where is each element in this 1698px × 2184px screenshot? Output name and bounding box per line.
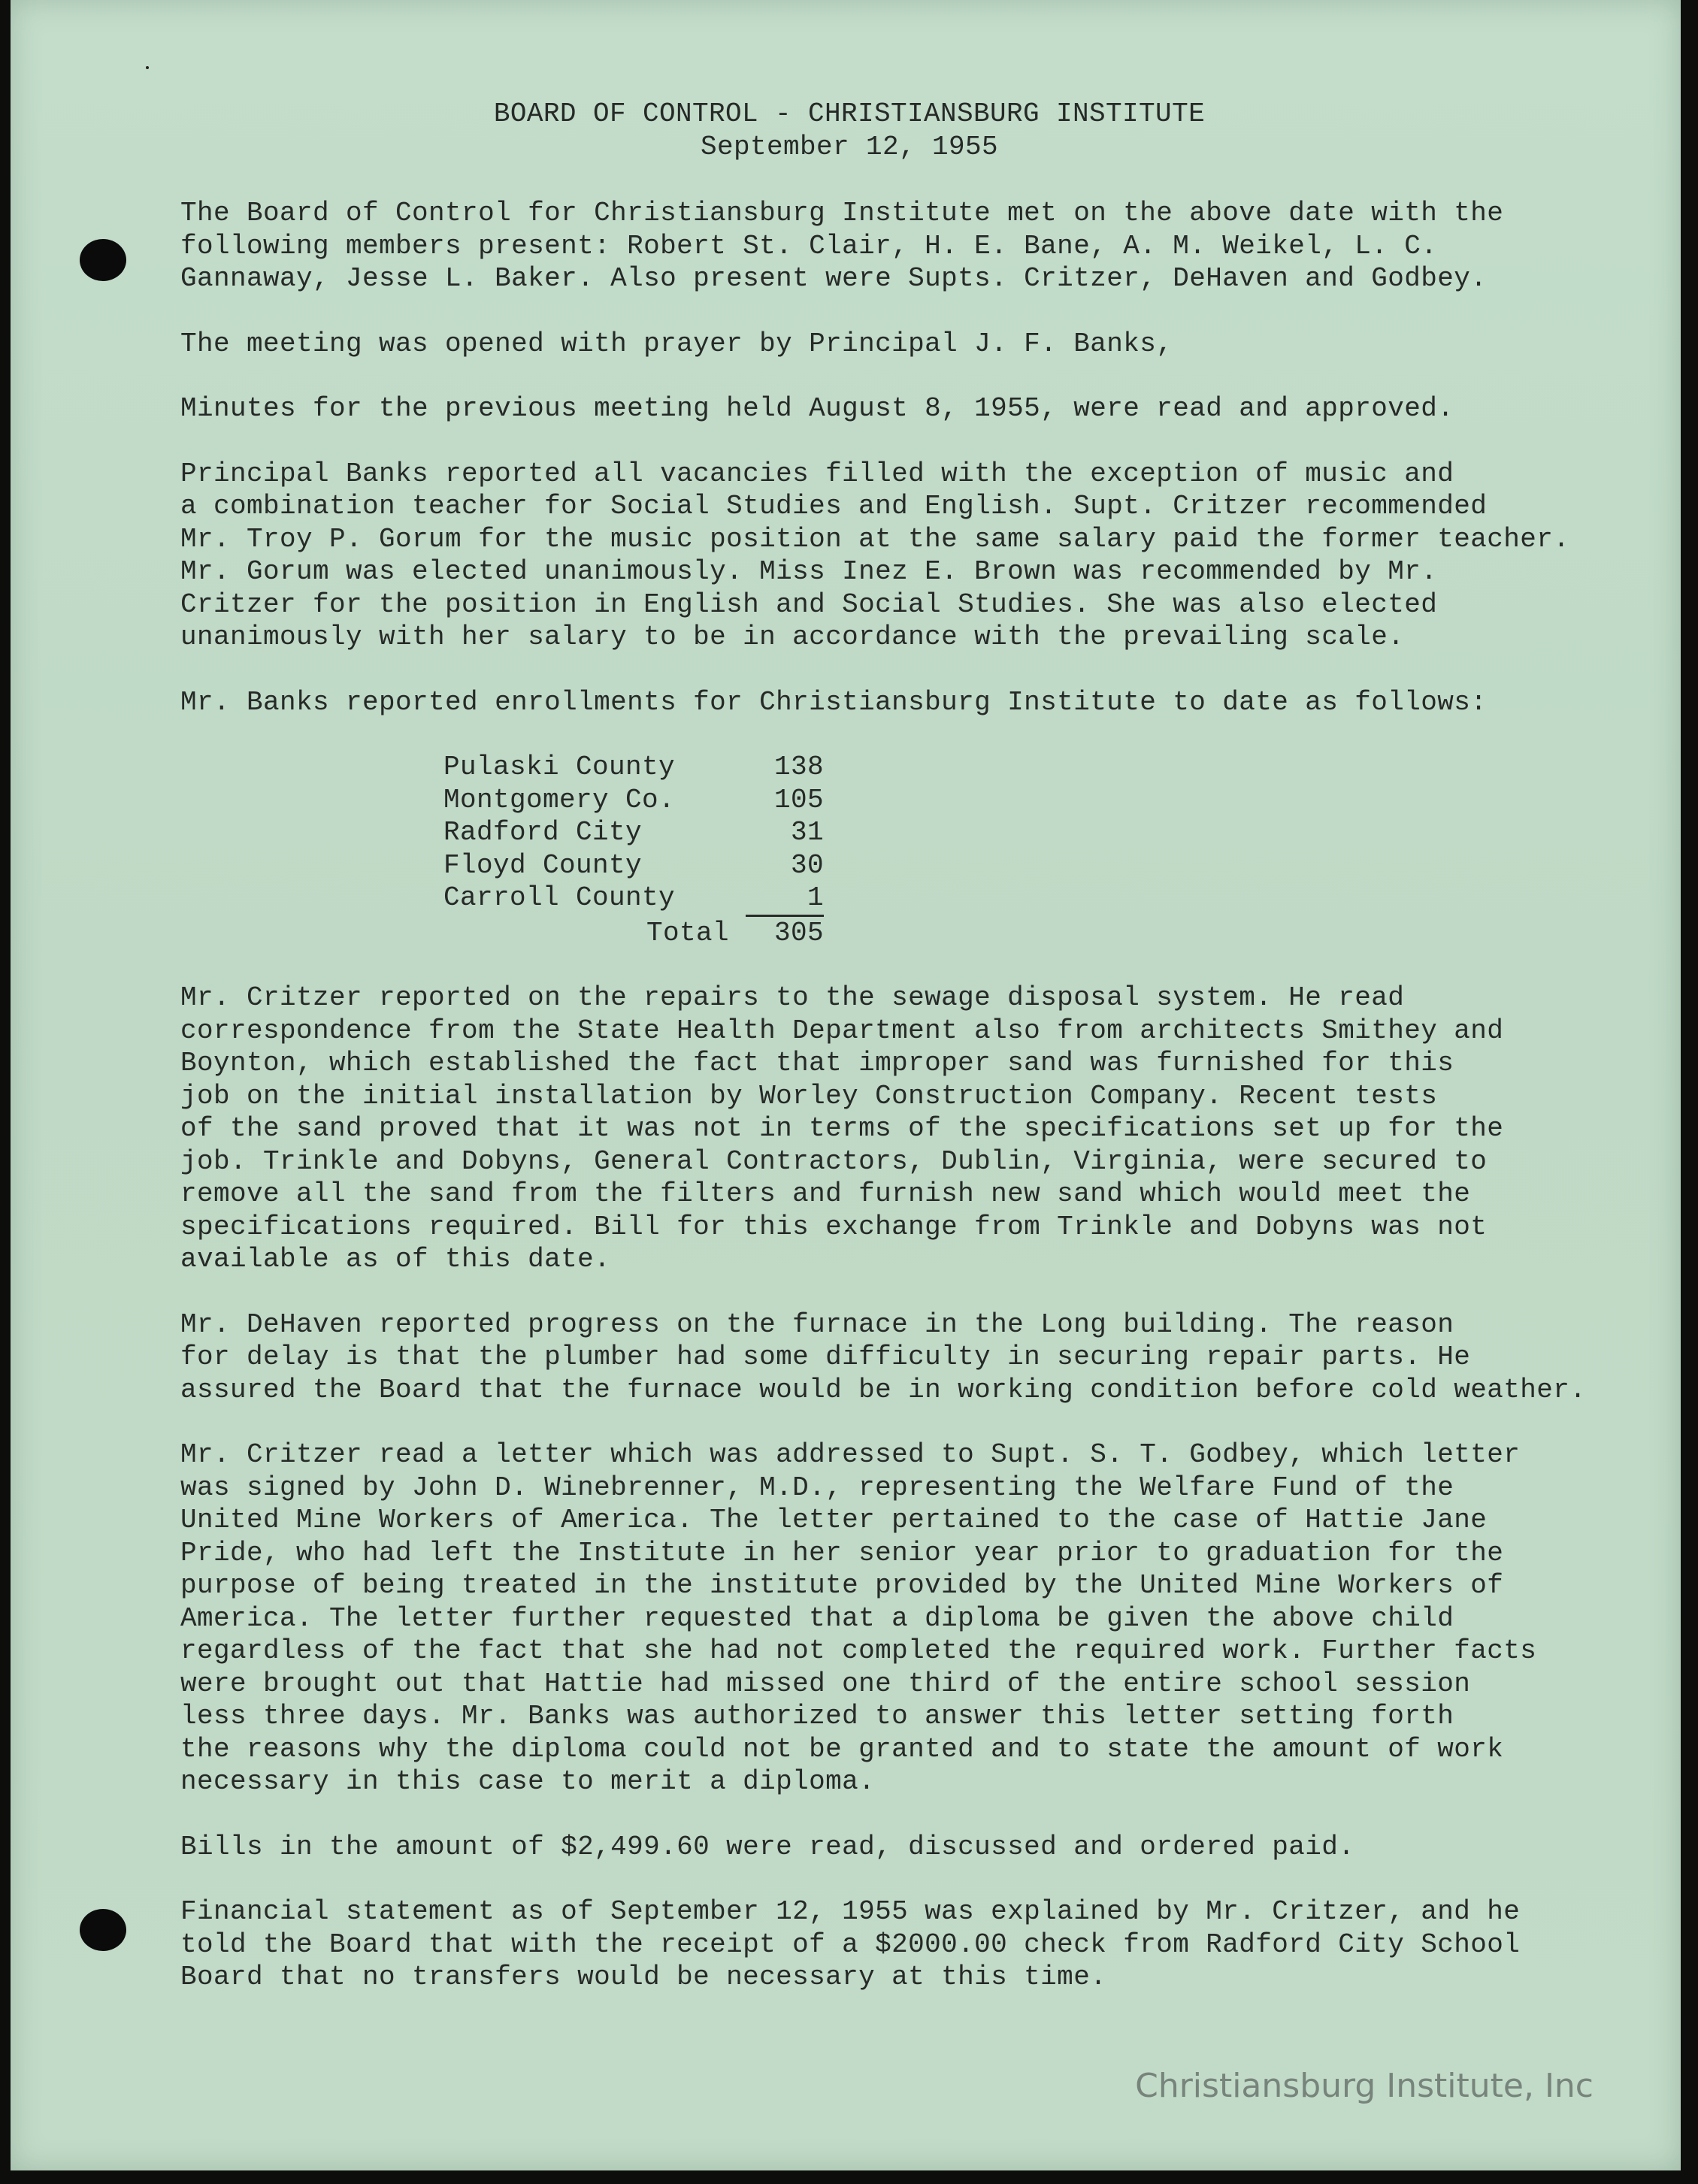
heading-date: September 12, 1955 (700, 132, 999, 162)
watermark: Christiansburg Institute, Inc (1135, 2067, 1594, 2105)
document-heading (105, 98, 1594, 164)
paragraph-financial: Financial statement as of September 12, 1955 was explained by Mr. Critzer, and he told the Board that with the receipt of a $2000.00 check from Radford City School Board that no transfers would be necessary at this time. (180, 1896, 1521, 1992)
total-row (443, 915, 824, 949)
enrollment-table (443, 751, 824, 949)
paragraph-members: The Board of Control for Christiansburg Institute met on the above date with the following members present: Robert St. Clair, H. E. Bane, A. M. Weikel, L. C. Gannaway, Jesse L. Baker. Also present were Supts. Critzer, DeHaven and Godbey. (180, 198, 1504, 294)
county-count: 138 (773, 752, 824, 782)
county-name: Montgomery Co. (443, 784, 676, 815)
county-name: Radford City (443, 817, 643, 848)
paragraph-minutes: Minutes for the previous meeting held August 8, 1955, were read and approved. (180, 393, 1454, 424)
paper-speck (146, 66, 149, 69)
county-count: 105 (773, 784, 824, 815)
punch-hole-bottom (80, 1909, 126, 1951)
total-value: 305 (773, 917, 824, 948)
paragraph-vacancies: Principal Banks reported all vacancies filled with the exception of music and a combination teacher for Social Studies and English. Supt. Critzer recommended Mr. Troy P. Gorum for the music position at the same salary paid the former teacher. Mr. Gorum was elected unanimously. Miss Inez E. Brown was recommended by Mr. Critzer for the position in English and Social Studies. She was also elected unanimously with her salary to be in accordance with the prevailing scale. (180, 458, 1570, 652)
paragraph-bills: Bills in the amount of $2,499.60 were read, discussed and ordered paid. (180, 1831, 1355, 1862)
paragraph-prayer: The meeting was opened with prayer by Principal J. F. Banks, (180, 328, 1173, 359)
table-row (443, 784, 824, 817)
table-row (443, 751, 824, 784)
total-label: Total (646, 917, 729, 948)
punch-hole-top (80, 239, 126, 281)
paragraph-letter: Mr. Critzer read a letter which was addressed to Supt. S. T. Godbey, which letter was signed by John D. Winebrenner, M.D., representing the Welfare Fund of the United Mine Workers of America. The letter pertained to the case of Hattie Jane Pride, who had left the Institute in her senior year prior to graduation for the purpose of being treated in the institute provided by the United Mine Workers of America. The letter further requested that a diploma be given the above child regardless of the fact that she had not completed the required work. Further facts were brought out that Hattie had missed one third of the entire school session less three days. Mr. Banks was authorized to answer this letter setting forth the reasons why the diploma could not be granted and to state the amount of work necessary in this case to merit a diploma. (180, 1439, 1537, 1797)
table-row (443, 882, 824, 915)
document-body (180, 98, 1594, 2026)
paragraph-furnace: Mr. DeHaven reported progress on the furnace in the Long building. The reason for delay is that the plumber had some difficulty in securing repair parts. He assured the Board that the furnace would be in working condition before cold weather. (180, 1308, 1587, 1405)
paragraph-enrollment-intro: Mr. Banks reported enrollments for Christiansburg Institute to date as follows: (180, 686, 1488, 718)
table-row (443, 816, 824, 849)
county-count: 30 (790, 849, 824, 881)
document-page (11, 0, 1681, 2170)
heading-title: BOARD OF CONTROL - CHRISTIANSBURG INSTITUTE (493, 98, 1206, 129)
county-name: Pulaski County (443, 752, 676, 782)
county-name: Carroll County (443, 882, 676, 913)
county-count: 1 (746, 882, 824, 915)
county-count: 31 (790, 817, 824, 848)
county-name: Floyd County (443, 849, 643, 881)
table-row (443, 849, 824, 882)
paragraph-sewage: Mr. Critzer reported on the repairs to the sewage disposal system. He read correspondence from the State Health Department also from architects Smithey and Boynton, which established the fact that improper sand was furnished for this job on the initial installation by Worley Construction Company. Recent tests of the sand proved that it was not in terms of the specifications set up for the job. Trinkle and Dobyns, General Contractors, Dublin, Virginia, were secured to remove all the sand from the filters and furnish new sand which would meet the specifications required. Bill for this exchange from Trinkle and Dobyns was not available as of this date. (180, 982, 1504, 1275)
